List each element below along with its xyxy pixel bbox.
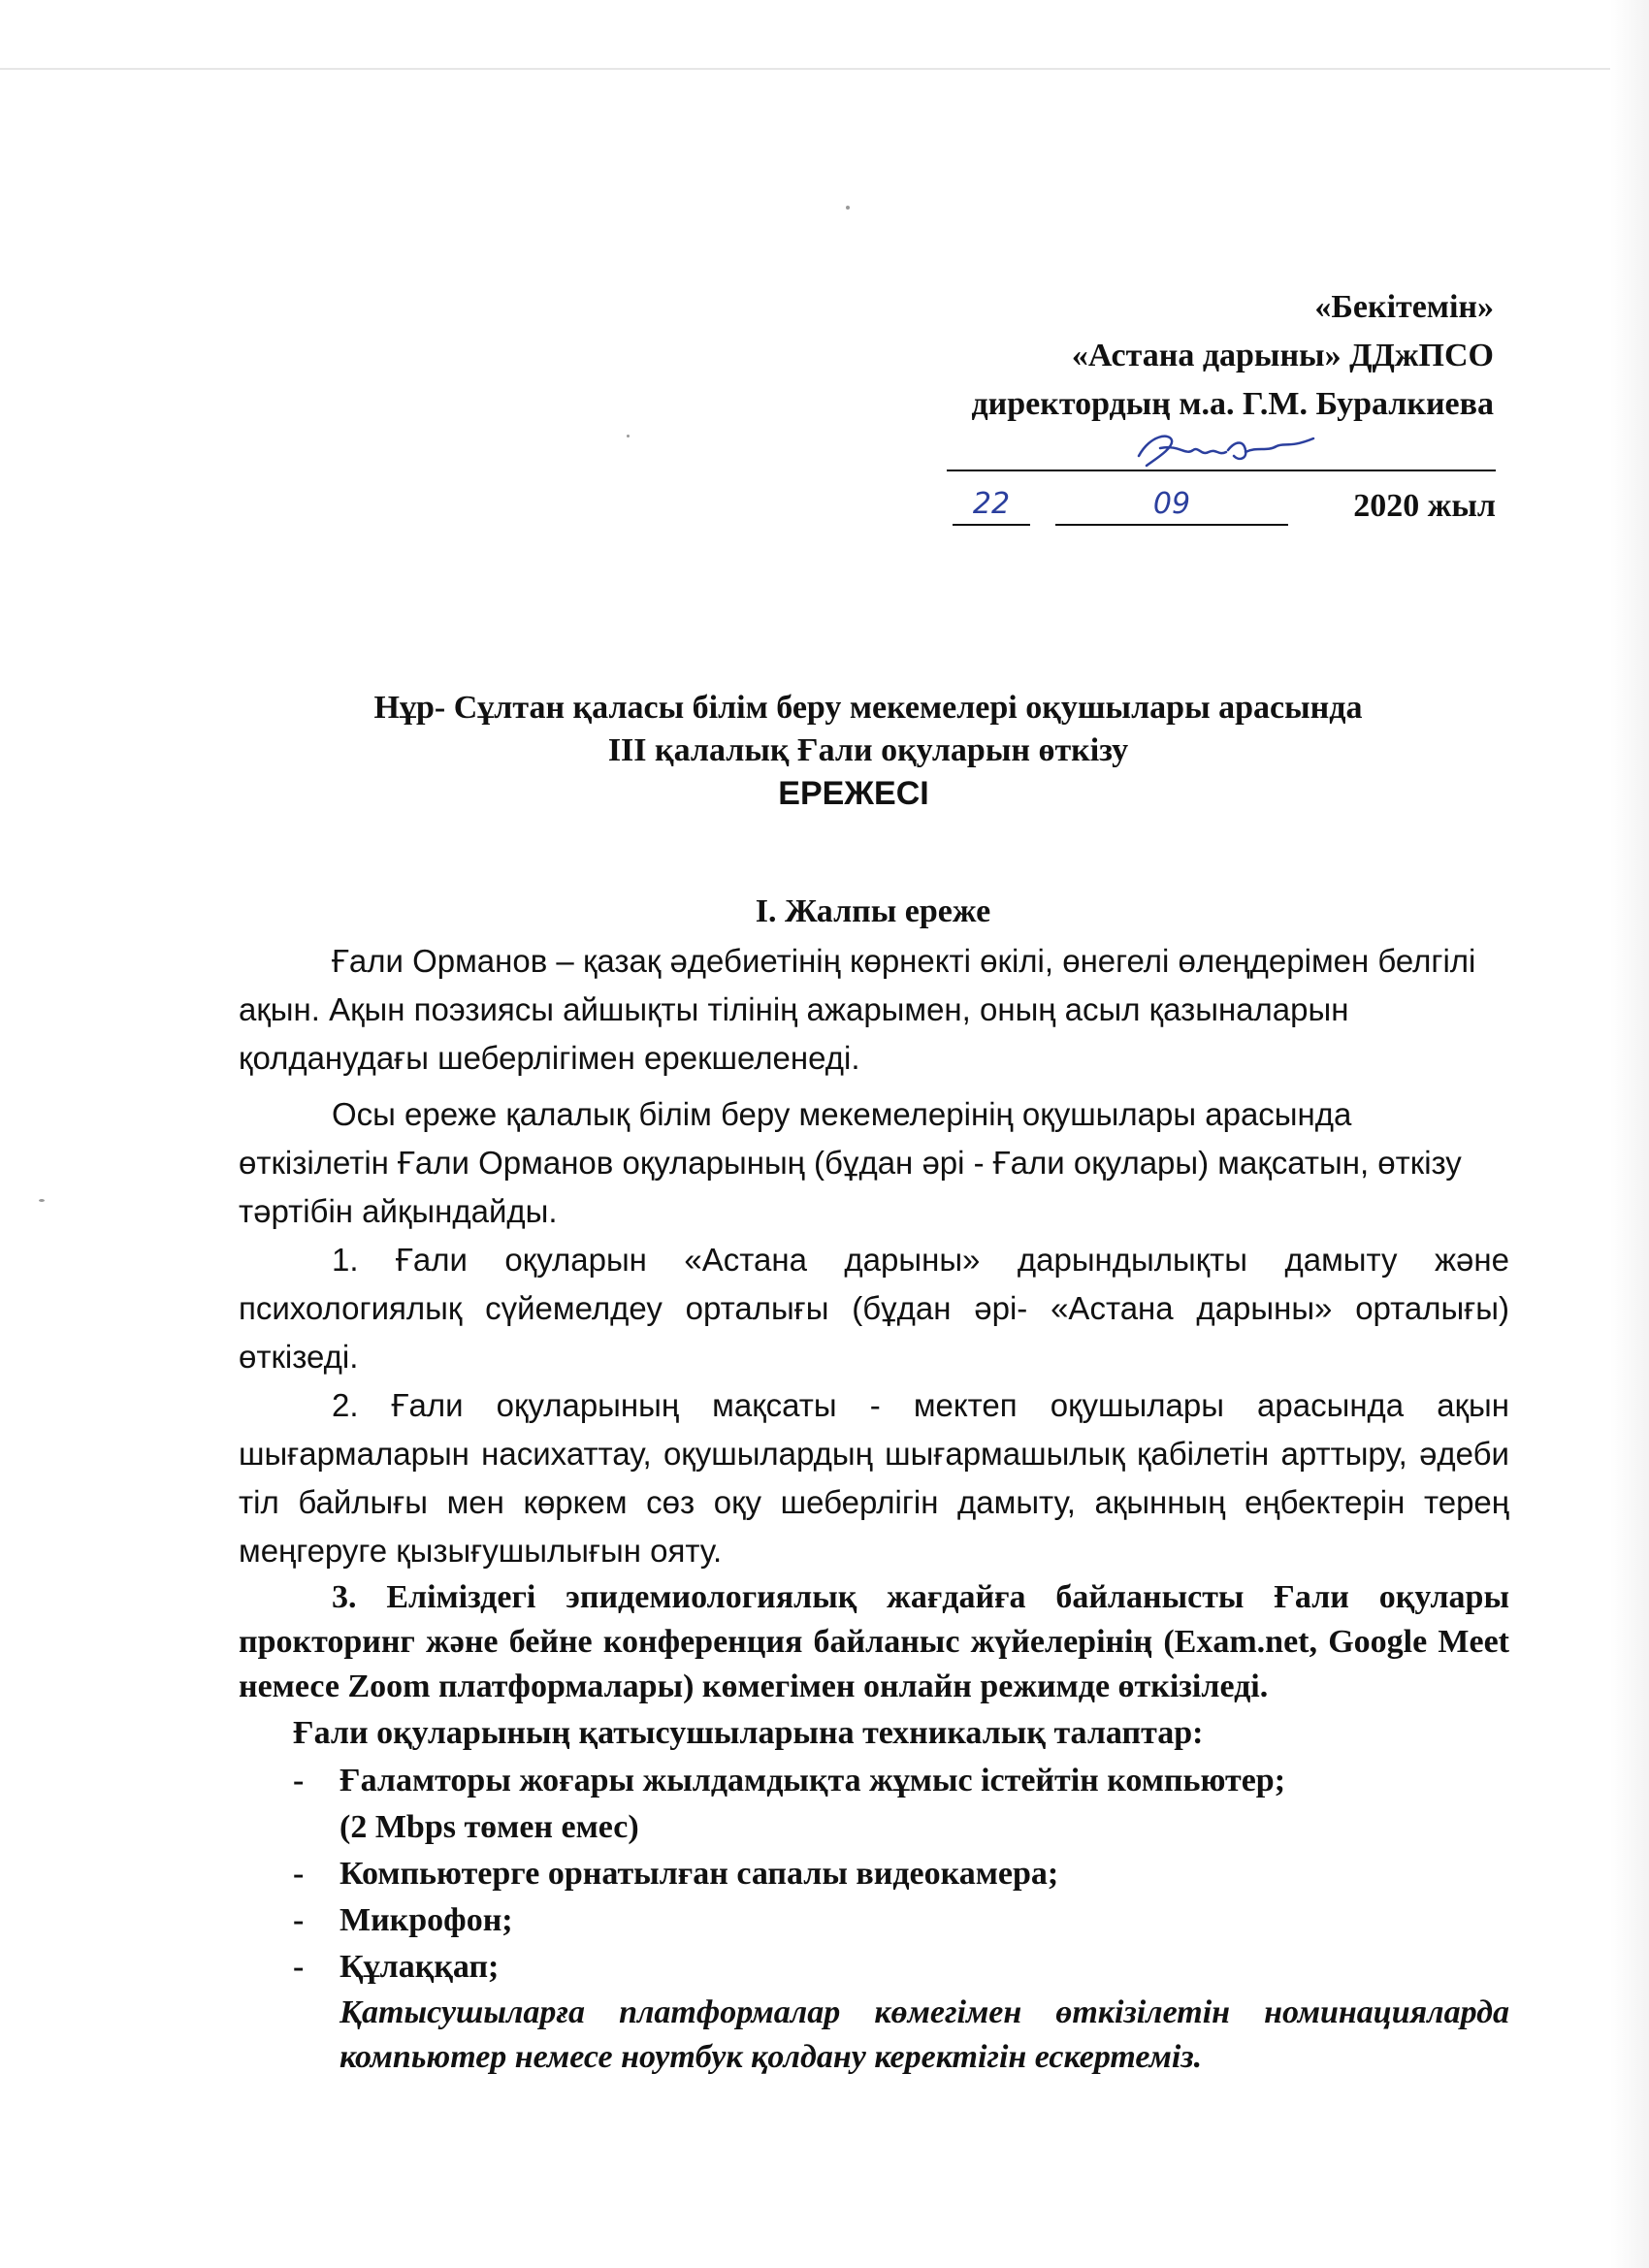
participant-note: Қатысушыларға платформалар көмегімен өткізілетін номинацияларда компьютер немесе ноутбук қолдану керектігін ескертеміз. [340, 1994, 1509, 2075]
dash-bullet: - [293, 1763, 305, 1798]
paragraph-intro: Ғали Орманов – қазақ әдебиетінің көрнекті өкілі, өнегелі өлеңдерімен белгілі ақын. Ақын поэзиясы айшықты тілінің ажарымен, оның асыл қазыналарын қолданудағы шеберлігімен ерекшеленеді. [239, 943, 1476, 1076]
approval-date [947, 485, 1496, 534]
dash-bullet: - [293, 1949, 305, 1985]
scan-speck [846, 206, 850, 210]
paragraph-item-2: 2. Ғали оқуларының мақсаты - мектеп оқушылары арасында ақын шығармаларын насихаттау, оқушылардың шығармашылық қабілетін арттыру, әдеби тіл байлығы мен көркем сөз оқу шеберлігін дамыту, ақынның еңбектерін терең меңгеруге қызығушылығын ояту. [239, 1387, 1509, 1569]
date-year: 2020 жыл [1353, 488, 1496, 524]
requirement-text: Құлаққап; [340, 1949, 500, 1985]
requirement-text: Микрофон; [340, 1902, 513, 1938]
requirement-text: Компьютерге орнатылған сапалы видеокамера; [340, 1856, 1059, 1892]
title-line-1: Нұр- Сұлтан қаласы білім беру мекемелері оқушылары арасында [373, 690, 1363, 726]
approval-block [971, 283, 1494, 429]
list-item [239, 1897, 1509, 1944]
approval-line-3: директордың м.а. Г.М. Буралкиева [971, 386, 1494, 422]
scan-speck [627, 435, 630, 437]
requirements-title: Ғали оқуларының қатысушыларына техникалық талаптар: [293, 1715, 1204, 1751]
requirements-list [239, 1758, 1509, 1991]
list-item [239, 1944, 1509, 1991]
signature-line [947, 470, 1496, 471]
section-heading: І. Жалпы ереже [755, 893, 991, 929]
date-month: 09 [1055, 485, 1288, 526]
handwritten-signature [1131, 427, 1325, 475]
title-line-2: ІІІ қалалық Ғали оқуларын өткізу [607, 732, 1129, 768]
requirement-text: Ғаламторы жоғары жылдамдықта жұмыс істейтін компьютер; [340, 1763, 1286, 1798]
approval-line-2: «Астана дарыны» ДДжПСО [1071, 338, 1494, 373]
approval-line-1: «Бекітемін» [1314, 289, 1494, 325]
scan-right-shadow [1610, 0, 1649, 2268]
requirement-subtext: (2 Mbps төмен емес) [340, 1809, 639, 1845]
dash-bullet: - [293, 1856, 305, 1892]
scan-speck [39, 1199, 45, 1202]
document-body [239, 937, 1509, 2080]
scan-top-edge [0, 0, 1649, 70]
dash-bullet: - [293, 1902, 305, 1938]
date-day: 22 [953, 485, 1030, 526]
document-title [0, 687, 1649, 815]
title-line-3: ЕРЕЖЕСІ [778, 775, 929, 812]
list-item [239, 1851, 1509, 1897]
signature-block [947, 427, 1496, 534]
list-item [239, 1758, 1509, 1851]
paragraph-item-1: 1. Ғали оқуларын «Астана дарыны» дарындылықты дамыту және психологиялық сүйемелдеу орталығы (бұдан әрі- «Астана дарыны» орталығы) өткізеді. [239, 1242, 1509, 1375]
paragraph-purpose: Осы ереже қалалық білім беру мекемелерінің оқушылары арасында өткізілетін Ғали Орманов оқуларының (бұдан әрі - Ғали оқулары) мақсатын, өткізу тәртібін айқындайды. [239, 1096, 1462, 1229]
paragraph-item-3: 3. Еліміздегі эпидемиологиялық жағдайға байланысты Ғали оқулары прокторинг және бейне конференция байланыс жүйелерінің (Exam.net, Google Meet немесе Zoom платформалары) көмегімен онлайн режимде өткізіледі. [239, 1579, 1509, 1704]
